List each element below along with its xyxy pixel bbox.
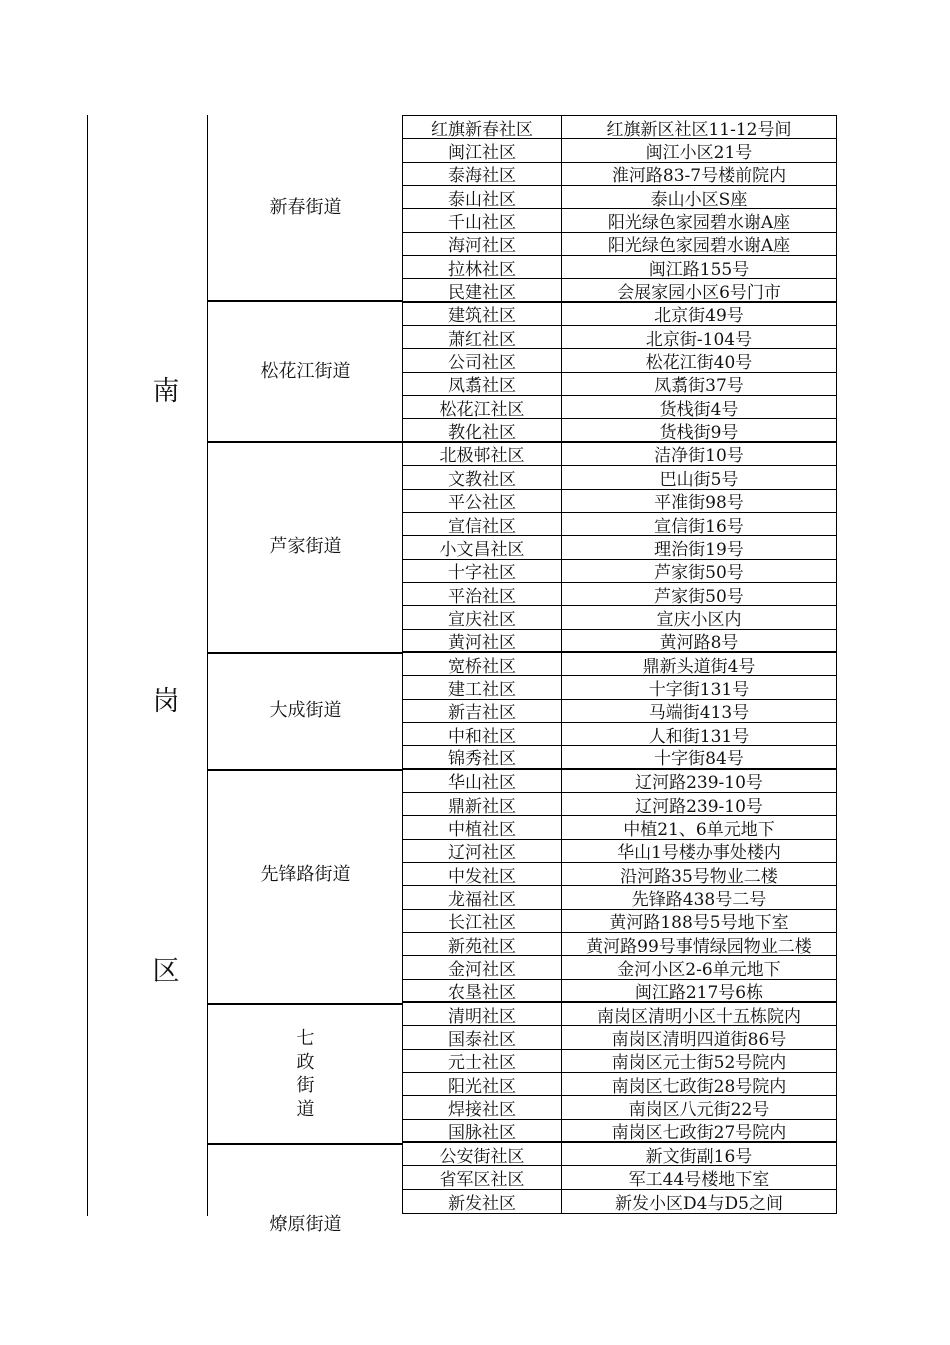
table-row — [403, 466, 836, 489]
table-row — [403, 956, 836, 979]
community-name-cell: 国脉社区 — [403, 1120, 562, 1141]
community-name-cell: 锦秀社区 — [403, 746, 562, 767]
community-name-cell: 农垦社区 — [403, 980, 562, 1001]
community-name-cell: 建筑社区 — [403, 303, 562, 325]
table-row — [403, 186, 836, 209]
table-row — [403, 279, 836, 302]
table-row — [403, 1190, 836, 1213]
table-row — [403, 326, 836, 349]
community-address-cell: 阳光绿色家园碧水谢A座 — [607, 213, 791, 232]
table-row — [403, 209, 836, 232]
table-row — [403, 256, 836, 279]
community-address-cell: 人和街131号 — [648, 726, 750, 746]
table-row — [403, 676, 836, 699]
table-row — [403, 1096, 836, 1119]
community-address-cell: 闽江小区21号 — [645, 143, 753, 162]
table-row — [403, 840, 836, 863]
table-row — [403, 419, 836, 442]
street-name-qizheng-char: 道 — [296, 1098, 315, 1120]
street-separator — [207, 1143, 403, 1145]
community-name-cell: 阳光社区 — [403, 1073, 562, 1095]
community-address-cell: 南岗区清明四道街86号 — [611, 1030, 787, 1049]
table-row — [403, 373, 836, 396]
community-name-cell: 公司社区 — [403, 349, 562, 371]
community-address-cell: 南岗区七政街28号院内 — [611, 1076, 787, 1096]
community-name-cell: 海河社区 — [403, 233, 562, 255]
table-row — [403, 303, 836, 326]
community-name-cell: 小文昌社区 — [403, 536, 562, 558]
district-char-2: 岗 — [152, 686, 180, 717]
community-address-cell: 新文街副16号 — [645, 1146, 753, 1166]
community-table — [402, 115, 837, 1214]
community-address-cell: 十字街84号 — [654, 749, 744, 768]
community-name-cell: 教化社区 — [403, 419, 562, 440]
community-address-cell: 马端街413号 — [648, 703, 750, 722]
community-address-cell: 鼎新头道街4号 — [642, 656, 756, 676]
table-row — [403, 116, 836, 139]
table-row — [403, 886, 836, 909]
street-name-xianfenglu: 先锋路街道 — [260, 864, 351, 885]
community-name-cell: 平公社区 — [403, 490, 562, 512]
community-address-cell: 阳光绿色家园碧水谢A座 — [607, 236, 791, 256]
table-row — [403, 723, 836, 746]
community-address-cell: 平准街98号 — [654, 493, 744, 512]
table-row — [403, 349, 836, 372]
community-address-cell: 淮河路83-7号楼前院内 — [611, 166, 787, 186]
community-name-cell: 辽河社区 — [403, 840, 562, 862]
community-name-cell: 中和社区 — [403, 723, 562, 745]
community-name-cell: 新发社区 — [403, 1190, 562, 1213]
table-row — [403, 536, 836, 559]
table-row — [403, 560, 836, 583]
table-row — [403, 746, 836, 769]
street-separator — [207, 1003, 403, 1005]
street-name-lujia: 芦家街道 — [269, 536, 342, 557]
community-name-cell: 北极邨社区 — [403, 443, 562, 465]
community-name-cell: 泰海社区 — [403, 163, 562, 185]
table-row — [403, 793, 836, 816]
community-address-cell: 辽河路239-10号 — [635, 773, 763, 792]
community-address-cell: 理治街19号 — [654, 539, 744, 559]
street-separator — [207, 441, 403, 443]
community-address-cell: 辽河路239-10号 — [635, 796, 763, 816]
street-name-qizheng-char: 街 — [296, 1075, 315, 1096]
community-address-cell: 新发小区D4与D5之间 — [615, 1193, 783, 1214]
community-name-cell: 长江社区 — [403, 910, 562, 932]
table-row — [403, 490, 836, 513]
community-address-cell: 货栈街9号 — [659, 422, 739, 441]
community-name-cell: 民建社区 — [403, 279, 562, 300]
district-char-1: 南 — [152, 376, 180, 407]
community-name-cell: 闽江社区 — [403, 139, 562, 161]
table-row — [403, 163, 836, 186]
community-name-cell: 文教社区 — [403, 466, 562, 488]
table-row — [403, 1143, 836, 1166]
table-row — [403, 630, 836, 653]
table-row — [403, 583, 836, 606]
community-name-cell: 省军区社区 — [403, 1166, 562, 1188]
community-address-cell: 芦家街50号 — [654, 563, 744, 582]
table-row — [403, 1120, 836, 1143]
community-name-cell: 拉林社区 — [403, 256, 562, 278]
table-row — [403, 1073, 836, 1096]
community-address-cell: 泰山小区S座 — [650, 189, 748, 209]
community-name-cell: 泰山社区 — [403, 186, 562, 208]
community-name-cell: 黄河社区 — [403, 630, 562, 651]
table-row — [403, 770, 836, 793]
community-address-cell: 松花江街40号 — [645, 353, 753, 372]
street-separator — [207, 300, 403, 302]
community-name-cell: 宣信社区 — [403, 513, 562, 535]
community-address-cell: 先锋路438号二号 — [631, 890, 767, 909]
table-row — [403, 816, 836, 839]
table-row — [403, 513, 836, 536]
community-name-cell: 新苑社区 — [403, 933, 562, 955]
community-name-cell: 中发社区 — [403, 863, 562, 885]
street-name-songhuajiang: 松花江街道 — [260, 361, 351, 382]
street-name-qizheng-char: 政 — [296, 1051, 315, 1073]
table-row — [403, 863, 836, 886]
street-name-qizheng-char: 七 — [296, 1028, 315, 1049]
community-address-cell: 金河小区2-6单元地下 — [617, 960, 781, 979]
street-name-qizheng — [208, 1027, 403, 1121]
community-name-cell: 华山社区 — [403, 770, 562, 792]
table-row — [403, 139, 836, 162]
community-address-cell: 华山1号楼办事处楼内 — [617, 843, 781, 862]
community-name-cell: 龙福社区 — [403, 886, 562, 908]
community-address-cell: 南岗区八元街22号 — [628, 1100, 770, 1119]
table-row — [403, 396, 836, 419]
street-separator — [207, 769, 403, 771]
community-address-cell: 中植21、6单元地下 — [623, 819, 775, 839]
community-name-cell: 焊接社区 — [403, 1096, 562, 1118]
community-name-cell: 松花江社区 — [403, 396, 562, 418]
community-name-cell: 平治社区 — [403, 583, 562, 605]
table-row — [403, 233, 836, 256]
community-address-cell: 洁净街10号 — [654, 446, 744, 466]
community-address-cell: 红旗新区社区11-12号间 — [606, 119, 792, 139]
community-name-cell: 鼎新社区 — [403, 793, 562, 815]
community-name-cell: 红旗新春社区 — [403, 116, 562, 138]
community-address-cell: 货栈街4号 — [659, 399, 739, 419]
community-address-cell: 凤翥街37号 — [654, 376, 744, 396]
table-row — [403, 443, 836, 466]
street-name-liaoyuan: 燎原街道 — [269, 1214, 342, 1235]
community-address-cell: 沿河路35号物业二楼 — [620, 866, 778, 886]
table-row — [403, 910, 836, 933]
table-row — [403, 1166, 836, 1189]
community-name-cell: 宣庆社区 — [403, 606, 562, 628]
community-address-cell: 巴山街5号 — [659, 469, 739, 489]
table-row — [403, 606, 836, 629]
table-row — [403, 1003, 836, 1026]
community-name-cell: 宽桥社区 — [403, 653, 562, 675]
community-name-cell: 建工社区 — [403, 676, 562, 698]
left-border-line — [87, 115, 88, 1216]
table-row — [403, 653, 836, 676]
community-address-cell: 黄河路8号 — [659, 632, 739, 651]
community-address-cell: 闽江路217号6栋 — [634, 982, 764, 1002]
community-name-cell: 国泰社区 — [403, 1026, 562, 1048]
community-address-cell: 南岗区元士街52号院内 — [611, 1053, 787, 1073]
table-row — [403, 1050, 836, 1073]
community-address-cell: 十字街131号 — [648, 679, 750, 699]
street-name-xinchun: 新春街道 — [269, 197, 342, 218]
community-address-cell: 会展家园小区6号门市 — [617, 282, 781, 301]
community-name-cell: 十字社区 — [403, 560, 562, 582]
community-address-cell: 黄河路99号事情绿园物业二楼 — [586, 936, 812, 956]
community-address-cell: 芦家街50号 — [654, 586, 744, 606]
community-address-cell: 宣信街16号 — [654, 516, 744, 536]
community-address-cell: 北京街49号 — [654, 306, 744, 326]
street-name-dacheng: 大成街道 — [269, 700, 342, 721]
community-name-cell: 中植社区 — [403, 816, 562, 838]
table-row — [403, 700, 836, 723]
community-address-cell: 军工44号楼地下室 — [628, 1170, 770, 1189]
district-char-3: 区 — [152, 956, 180, 987]
street-separator — [207, 652, 403, 654]
table-row — [403, 933, 836, 956]
community-address-cell: 南岗区七政街27号院内 — [611, 1122, 787, 1142]
table-row — [403, 1026, 836, 1049]
community-address-cell: 闽江路155号 — [648, 259, 750, 279]
community-name-cell: 凤翥社区 — [403, 373, 562, 395]
community-name-cell: 新吉社区 — [403, 700, 562, 722]
community-address-cell: 北京街-104号 — [645, 329, 753, 349]
community-name-cell: 萧红社区 — [403, 326, 562, 348]
table-row — [403, 980, 836, 1003]
community-name-cell: 千山社区 — [403, 209, 562, 231]
community-name-cell: 公安街社区 — [403, 1143, 562, 1165]
community-name-cell: 金河社区 — [403, 956, 562, 978]
community-name-cell: 清明社区 — [403, 1003, 562, 1025]
community-address-cell: 南岗区清明小区十五栋院内 — [597, 1006, 801, 1026]
community-address-cell: 宣庆小区内 — [656, 609, 742, 629]
community-name-cell: 元士社区 — [403, 1050, 562, 1072]
community-address-cell: 黄河路188号5号地下室 — [609, 913, 789, 933]
